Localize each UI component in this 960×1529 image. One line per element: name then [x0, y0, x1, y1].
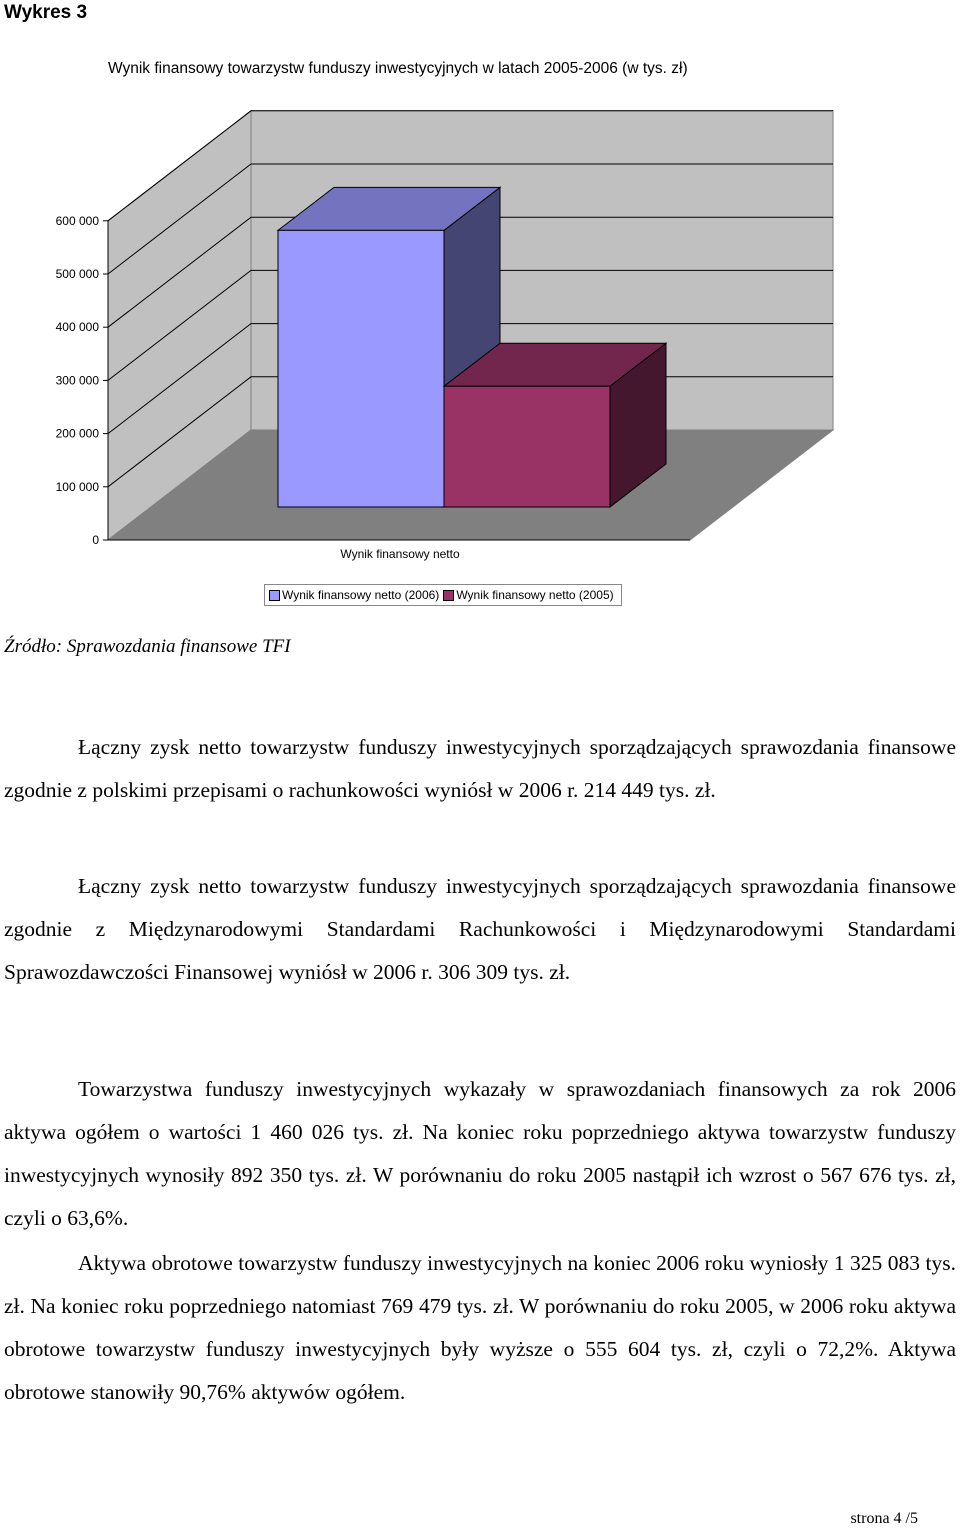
paragraph [4, 726, 956, 812]
source-note: Źródło: Sprawozdania finansowe TFI [4, 636, 291, 657]
legend-swatch [269, 590, 280, 601]
x-axis-categories [340, 547, 460, 561]
y-tick-label: 500 000 [55, 267, 99, 281]
y-tick-label: 400 000 [55, 320, 99, 335]
page-number: strona 4 /5 [850, 1510, 918, 1527]
y-tick-label: 0 [92, 533, 99, 547]
bar-front [278, 230, 444, 507]
chart [0, 90, 960, 580]
bar-2005 [444, 343, 666, 507]
y-tick-label: 300 000 [55, 373, 99, 388]
x-category-label: Wynik finansowy netto [340, 547, 460, 561]
paragraph-text: Łączny zysk netto towarzystw funduszy inwestycyjnych sporządzających sprawozdania finansowe zgodnie z polskimi przepisami o rachunkowości wyniósł w 2006 r. 214 449 tys. zł. [4, 735, 956, 802]
legend-item-2006 [269, 588, 439, 602]
paragraph-text: Łączny zysk netto towarzystw funduszy inwestycyjnych sporządzających sprawozdania finansowe zgodnie z Międzynarodowymi Standardami Rachunkowości i Międzynarodowymi Standardami Sprawozdawczości Finansowej wyniósł w 2006 r. 306 309 tys. zł. [4, 874, 956, 984]
paragraph [4, 865, 956, 994]
paragraph [4, 1068, 956, 1240]
chart-legend [264, 584, 622, 606]
y-tick-label: 200 000 [55, 426, 99, 441]
chart-title: Wynik finansowy towarzystw funduszy inwestycyjnych w latach 2005-2006 (w tys. zł) [108, 60, 688, 77]
paragraph [4, 1242, 956, 1414]
legend-label: Wynik finansowy netto (2006) [282, 588, 440, 602]
y-tick-label: 600 000 [55, 213, 99, 228]
bar-front [444, 386, 610, 507]
figure-heading: Wykres 3 [4, 2, 88, 23]
legend-swatch [443, 590, 454, 601]
legend-label: Wynik finansowy netto (2005) [456, 588, 614, 602]
paragraph-text: Towarzystwa funduszy inwestycyjnych wykazały w sprawozdaniach finansowych za rok 2006 aktywa ogółem o wartości 1 460 026 tys. zł. Na koniec roku poprzedniego aktywa towarzystw funduszy inwestycyjnych wynosiły 892 350 tys. zł. W porównaniu do roku 2005 nastąpił ich wzrost o 567 676 tys. zł, czyli o 63,6%. [4, 1077, 956, 1230]
y-tick-label: 100 000 [55, 479, 99, 494]
paragraph-text: Aktywa obrotowe towarzystw funduszy inwestycyjnych na koniec 2006 roku wyniosły 1 325 083 tys. zł. Na koniec roku poprzedniego natomiast 769 479 tys. zł. W porównaniu do roku 2005, w 2006 roku aktywa obrotowe towarzystw funduszy inwestycyjnych były wyższe o 555 604 tys. zł, czyli o 72,2%. Aktywa obrotowe stanowiły 90,76% aktywów ogółem. [4, 1251, 956, 1404]
legend-item-2005 [443, 588, 613, 602]
